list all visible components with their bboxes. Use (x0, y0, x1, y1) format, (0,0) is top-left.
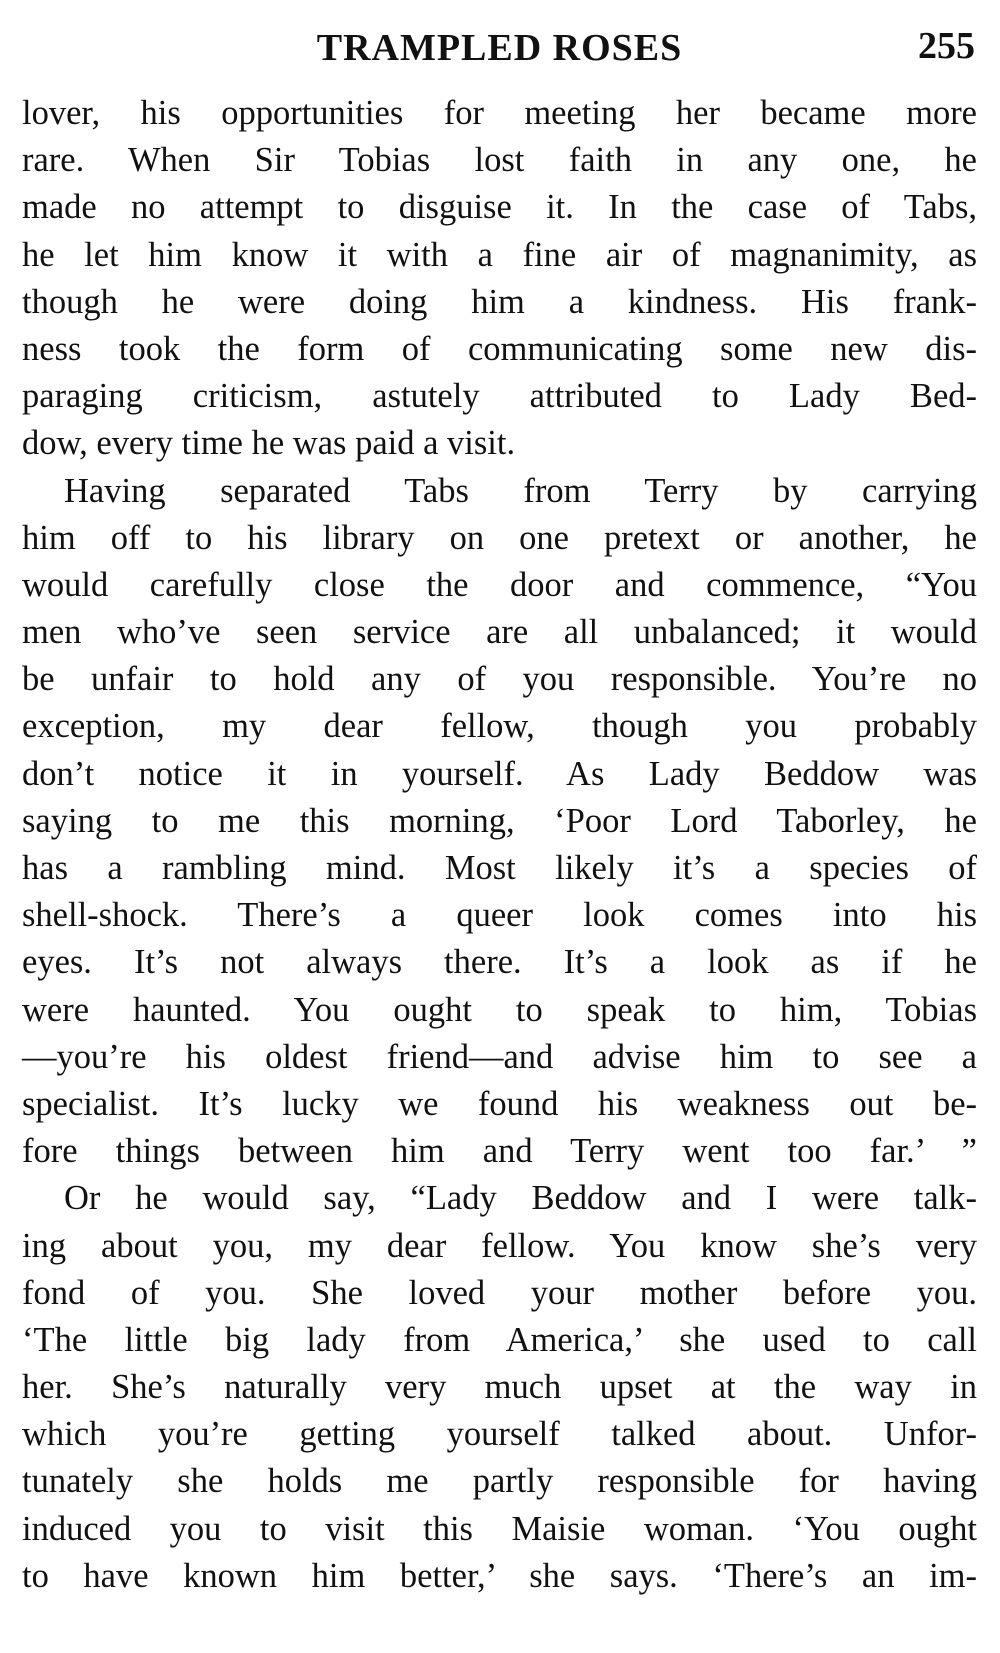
text-line: were haunted. You ought to speak to him, Tobias (22, 990, 977, 1029)
text-line: exception, my dear fellow, though you probably (22, 707, 977, 746)
text-line: specialist. It’s lucky we found his weakness out be- (22, 1084, 977, 1123)
text-line: Having separated Tabs from Terry by carrying (64, 471, 977, 510)
text-line: to have known him better,’ she says. ‘There’s an im- (22, 1556, 977, 1595)
text-line: shell-shock. There’s a queer look comes into his (22, 896, 977, 935)
text-line: tunately she holds me partly responsible for having (22, 1462, 977, 1501)
text-line: rare. When Sir Tobias lost faith in any one, he (22, 141, 977, 180)
text-line: though he were doing him a kindness. His frank- (22, 282, 977, 321)
text-line: induced you to visit this Maisie woman. ‘You ought (22, 1509, 977, 1548)
text-line: her. She’s naturally very much upset at the way in (22, 1368, 977, 1407)
text-line: he let him know it with a fine air of magnanimity, as (22, 235, 977, 274)
page-header (22, 0, 977, 72)
text-line: dow, every time he was paid a visit. (22, 424, 516, 463)
text-line: be unfair to hold any of you responsible. You’re no (22, 660, 977, 699)
page-number: 255 (918, 25, 975, 67)
text-line: Or he would say, “Lady Beddow and I were talk- (64, 1179, 977, 1218)
text-line: has a rambling mind. Most likely it’s a species of (22, 849, 977, 887)
text-line: —you’re his oldest friend—and advise him to see a (22, 1037, 977, 1076)
text-line: paraging criticism, astutely attributed to Lady Bed- (22, 377, 977, 416)
text-line: ing about you, my dear fellow. You know she’s very (22, 1226, 977, 1265)
running-title: TRAMPLED ROSES (316, 27, 683, 69)
text-line: fore things between him and Terry went too far.’ ” (22, 1132, 977, 1171)
text-line: men who’ve seen service are all unbalanced; it would (22, 613, 977, 652)
text-line: don’t notice it in yourself. As Lady Beddow was (22, 754, 977, 793)
book-page (22, 0, 977, 1653)
text-line: saying to me this morning, ‘Poor Lord Taborley, he (22, 801, 977, 840)
text-line: him off to his library on one pretext or another, he (22, 518, 977, 557)
text-line: lover, his opportunities for meeting her became more (22, 94, 977, 132)
text-line: fond of you. She loved your mother before you. (22, 1273, 977, 1312)
text-line: made no attempt to disguise it. In the case of Tabs, (22, 188, 977, 227)
text-line: eyes. It’s not always there. It’s a look as if he (22, 943, 977, 982)
text-line: which you’re getting yourself talked about. Unfor- (22, 1415, 977, 1454)
text-line: would carefully close the door and commence, “You (22, 565, 977, 604)
text-line: ‘The little big lady from America,’ she used to call (22, 1320, 977, 1359)
text-line: ness took the form of communicating some new dis- (22, 329, 977, 368)
body-text (22, 90, 977, 1600)
